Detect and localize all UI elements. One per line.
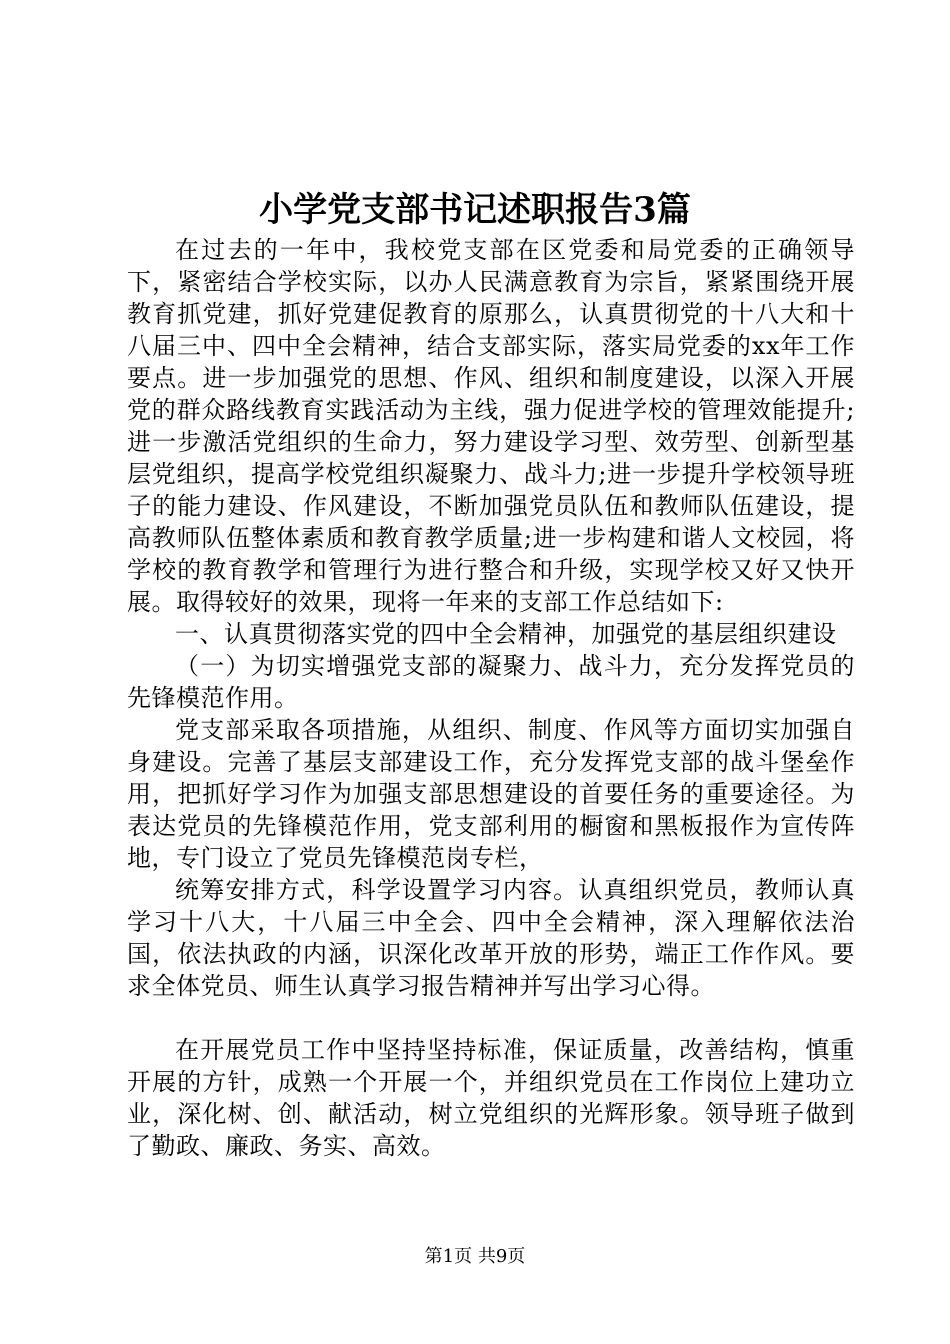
paragraph-body: 党支部采取各项措施，从组织、制度、作风等方面切实加强自身建设。完善了基层支部建设工作，充分发挥党支部的战斗堡垒作用，把抓好学习作为加强支部思想建设的首要任务的重要途径。为表达党员的先锋模范作用，党支部利用的橱窗和黑板报作为宣传阵地，专门设立了党员先锋模范岗专栏， [127,716,855,872]
paragraph-intro: 在过去的一年中，我校党支部在区党委和局党委的正确领导下，紧密结合学校实际，以办人民满意教育为宗旨，紧紧围绕开展教育抓党建，抓好党建促教育的原那么，认真贯彻党的十八大和十八届三中、四中全会精神，结合支部实际，落实局党委的xx年工作要点。进一步加强党的思想、作风、组织和制度建设，以深入开展党的群众路线教育实践活动为主线，强力促进学校的管理效能提升;进一步激活党组织的生命力，努力建设学习型、效劳型、创新型基层党组织，提高学校党组织凝聚力、战斗力;进一步提升学校领导班子的能力建设、作风建设，不断加强党员队伍和教师队伍建设，提高教师队伍整体素质和教育教学质量;进一步构建和谐人文校园，将学校的教育教学和管理行为进行整合和升级，实现学校又好又快开展。取得较好的效果，现将一年来的支部工作总结如下: [127,236,855,616]
paragraph-body: 在开展党员工作中坚持坚持标准，保证质量，改善结构，慎重开展的方针，成熟一个开展一个，并组织党员在工作岗位上建功立业，深化树、创、献活动，树立党组织的光辉形象。领导班子做到了勤政、廉政、务实、高效。 [127,1036,855,1160]
paragraph-subsection-heading: （一）为切实增强党支部的凝聚力、战斗力，充分发挥党员的先锋模范作用。 [127,652,855,712]
paragraph-section-heading: 一、认真贯彻落实党的四中全会精神，加强党的基层组织建设 [175,620,837,648]
page-title: 小学党支部书记述职报告3篇 [259,190,691,230]
page-footer: 第1页 共9页 [424,1246,526,1267]
paragraph-body: 统筹安排方式，科学设置学习内容。认真组织党员，教师认真学习十八大，十八届三中全会、四中全会精神，深入理解依法治国，依法执政的内涵，识深化改革开放的形势，端正工作作风。要求全体党员、师生认真学习报告精神并写出学习心得。 [127,876,855,1000]
document-body [127,234,855,1162]
paragraph-spacer [127,1002,855,1034]
